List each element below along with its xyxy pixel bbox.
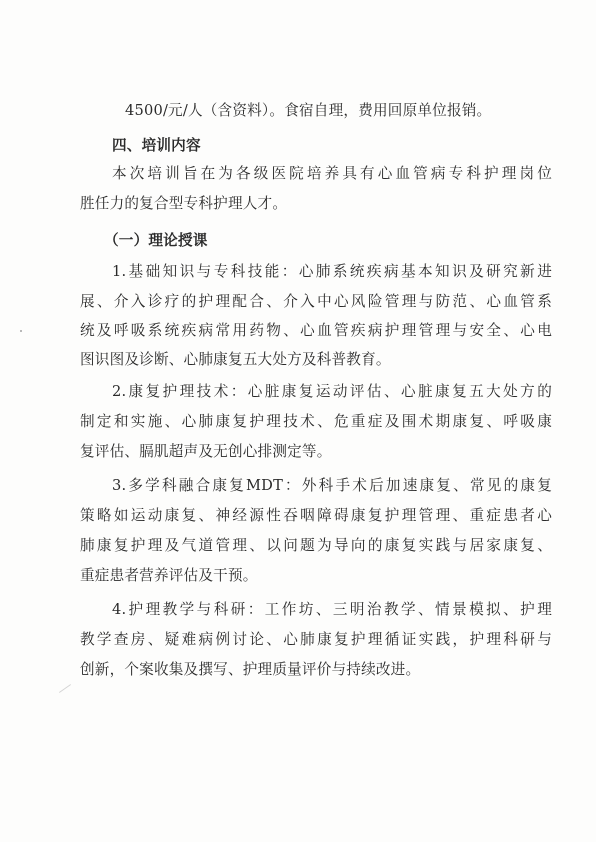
item-1-line: 统及呼吸系统疾病常用药物、心血管疾病护理管理与安全、心电 xyxy=(80,322,552,339)
section-intro-line: 胜任力的复合型专科护理人才。 xyxy=(80,195,288,212)
item-1-line: 图识图及诊断、心肺康复五大处方及科普教育。 xyxy=(80,351,391,368)
item-4-line: 创新，个案收集及撰写、护理质量评价与持续改进。 xyxy=(80,661,421,678)
item-3-line: 策略如运动康复、神经源性吞咽障碍康复护理管理、重症患者心 xyxy=(80,507,552,524)
item-3-line: 肺康复护理及气道管理、以问题为导向的康复实践与居家康复、 xyxy=(80,537,552,554)
item-2-line: 制定和实施、心肺康复护理技术、危重症及围术期康复、呼吸康 xyxy=(80,413,552,430)
scan-speck xyxy=(20,330,22,332)
section-heading: 四、培训内容 xyxy=(112,137,201,154)
item-2-line: 复评估、膈肌超声及无创心排测定等。 xyxy=(80,443,332,460)
scan-stroke xyxy=(59,684,71,693)
item-2-line: 2.康复护理技术：心脏康复运动评估、心脏康复五大处方的 xyxy=(112,383,552,400)
item-3-line: 3.多学科融合康复MDT：外科手术后加速康复、常见的康复 xyxy=(112,477,552,494)
item-4-line: 教学查房、疑难病例讨论、心肺康复护理循证实践，护理科研与 xyxy=(80,631,552,648)
item-3-line: 重症患者营养评估及干预。 xyxy=(80,567,258,584)
fee-line: 4500/元/人（含资料）。食宿自理，费用回原单位报销。 xyxy=(125,102,492,119)
subsection-heading: （一）理论授课 xyxy=(104,232,208,249)
item-1-line: 1.基础知识与专科技能：心肺系统疾病基本知识及研究新进 xyxy=(112,263,552,280)
item-1-line: 展、介入诊疗的护理配合、介入中心风险管理与防范、心血管系 xyxy=(80,293,552,310)
section-intro-line: 本次培训旨在为各级医院培养具有心血管病专科护理岗位 xyxy=(112,165,552,182)
item-4-line: 4.护理教学与科研：工作坊、三明治教学、情景模拟、护理 xyxy=(112,601,552,618)
